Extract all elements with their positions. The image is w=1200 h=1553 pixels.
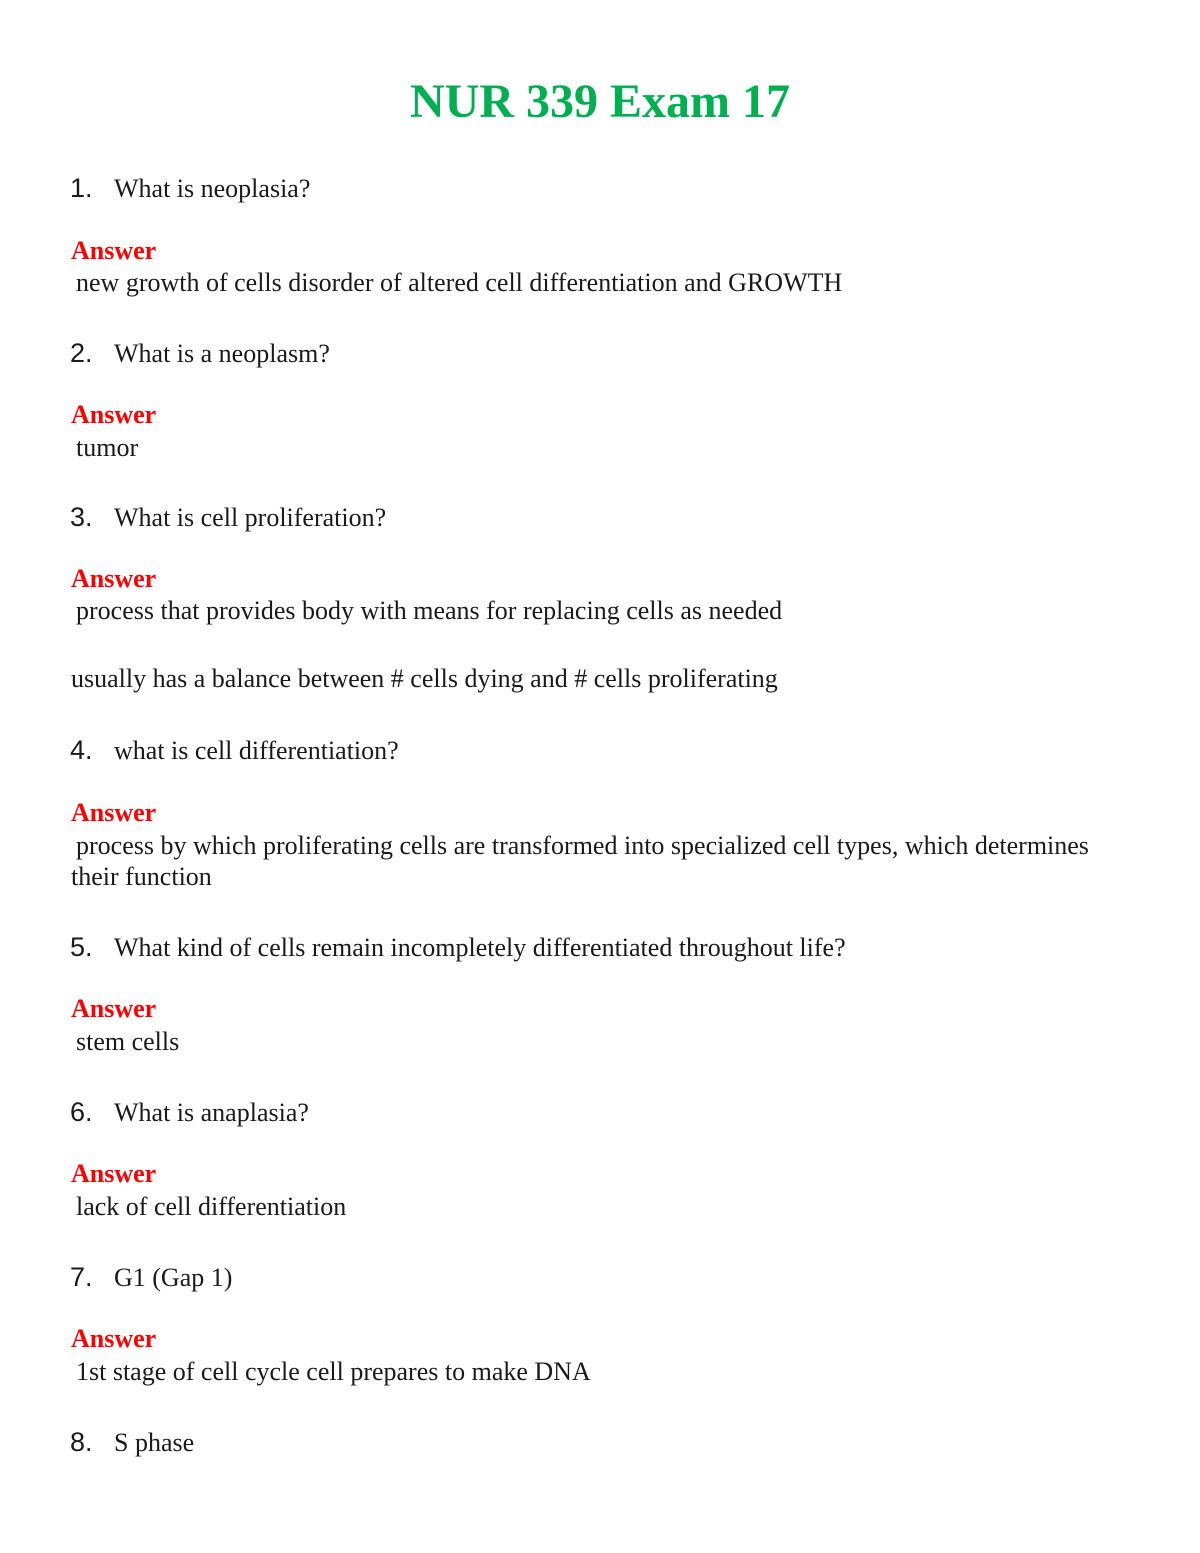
question-number: 2.: [70, 338, 93, 368]
answer-text: [71, 1356, 1131, 1387]
question: [70, 1426, 194, 1459]
question: [70, 501, 386, 534]
answer-text: [71, 595, 1131, 626]
answer-text-content: new growth of cells disorder of altered cell differentiation and GROWTH: [76, 268, 843, 297]
answer-label: Answer: [71, 564, 157, 593]
question: [70, 172, 310, 205]
question-number: 4.: [70, 735, 93, 765]
question: [70, 931, 846, 964]
question: [70, 1096, 309, 1129]
answer-label: Answer: [71, 236, 157, 265]
answer-text-content: process that provides body with means for replacing cells as needed: [76, 596, 783, 625]
question-text: What is neoplasia?: [114, 174, 311, 203]
answer-note: usually has a balance between # cells dying and # cells proliferating: [71, 664, 778, 693]
question: [70, 1261, 232, 1294]
question-number: 3.: [70, 502, 93, 532]
answer-label: Answer: [71, 1159, 157, 1188]
question-text: What is a neoplasm?: [114, 339, 330, 368]
question: [70, 734, 399, 767]
answer-text: [71, 1191, 1131, 1222]
answer-text: [71, 432, 1131, 463]
question-text: S phase: [114, 1428, 195, 1457]
answer-label: Answer: [71, 994, 157, 1023]
answer-text: [71, 1026, 1131, 1057]
question: [70, 337, 330, 370]
question-text: What kind of cells remain incompletely differentiated throughout life?: [114, 933, 846, 962]
question-number: 5.: [70, 932, 93, 962]
question-number: 8.: [70, 1427, 93, 1457]
question-number: 6.: [70, 1097, 93, 1127]
answer-text-content: tumor: [76, 433, 139, 462]
question-text: what is cell differentiation?: [114, 736, 399, 765]
page-title: NUR 339 Exam 17: [410, 75, 790, 128]
answer-label: Answer: [71, 400, 157, 429]
answer-text-content: process by which proliferating cells are transformed into specialized cell types, which determines their function: [71, 831, 1089, 891]
answer-label: Answer: [71, 798, 157, 827]
answer-label: Answer: [71, 1324, 157, 1353]
question-text: G1 (Gap 1): [114, 1263, 233, 1292]
question-text: What is anaplasia?: [114, 1098, 309, 1127]
answer-text: [71, 830, 1131, 892]
answer-text-content: lack of cell differentiation: [76, 1192, 347, 1221]
question-number: 7.: [70, 1262, 93, 1292]
question-number: 1.: [70, 173, 93, 203]
question-text: What is cell proliferation?: [114, 503, 387, 532]
answer-text-content: 1st stage of cell cycle cell prepares to make DNA: [76, 1357, 591, 1386]
answer-text: [71, 267, 1131, 298]
answer-text-content: stem cells: [76, 1027, 180, 1056]
